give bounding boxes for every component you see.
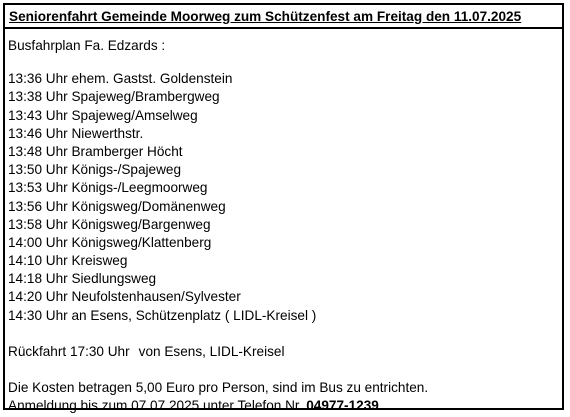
registration-text: Anmeldung bis zum 07.07.2025 unter Telefon Nr. — [8, 398, 303, 414]
stop-item: 13:56 Uhr Königsweg/Domänenweg — [8, 198, 226, 214]
registration-line — [8, 397, 562, 415]
return-trip-time: Rückfahrt 17:30 Uhr — [8, 343, 130, 359]
stop-item: 13:46 Uhr Niewerthstr. — [8, 125, 144, 141]
cost-text: Die Kosten betragen 5,00 Euro pro Person, sind im Bus zu entrichten. — [8, 380, 429, 395]
document-title: Seniorenfahrt Gemeinde Moorweg zum Schützenfest am Freitag den 11.07.2025 — [9, 8, 522, 24]
title-row — [5, 5, 562, 29]
announcement-document — [3, 3, 564, 414]
stop-item: 13:48 Uhr Bramberger Höcht — [8, 143, 183, 159]
stop-item: 13:50 Uhr Königs-/Spajeweg — [8, 162, 182, 178]
stop-item: 14:20 Uhr Neufolstenhausen/Sylvester — [8, 289, 241, 305]
registration-phone: 04977-1239 — [306, 398, 379, 414]
stop-item: 13:38 Uhr Spajeweg/Brambergweg — [8, 89, 220, 105]
bus-plan-heading: Busfahrplan Fa. Edzards : — [8, 38, 166, 53]
stop-item: 14:10 Uhr Kreisweg — [8, 253, 128, 269]
document-body — [5, 37, 562, 415]
stop-item: 14:30 Uhr an Esens, Schützenplatz ( LIDL-Kreisel ) — [8, 307, 317, 323]
stop-item: 13:58 Uhr Königsweg/Bargenweg — [8, 216, 211, 232]
stop-item: 13:53 Uhr Königs-/Leegmoorweg — [8, 180, 208, 196]
return-trip — [8, 343, 562, 361]
stop-item: 13:36 Uhr ehem. Gastst. Goldenstein — [8, 71, 233, 87]
return-trip-place: von Esens, LIDL-Kreisel — [138, 343, 285, 359]
stop-item: 14:18 Uhr Siedlungsweg — [8, 271, 157, 287]
stop-item: 13:43 Uhr Spajeweg/Amselweg — [8, 107, 198, 123]
stop-list — [8, 70, 562, 325]
stop-item: 14:00 Uhr Königsweg/Klattenberg — [8, 234, 212, 250]
